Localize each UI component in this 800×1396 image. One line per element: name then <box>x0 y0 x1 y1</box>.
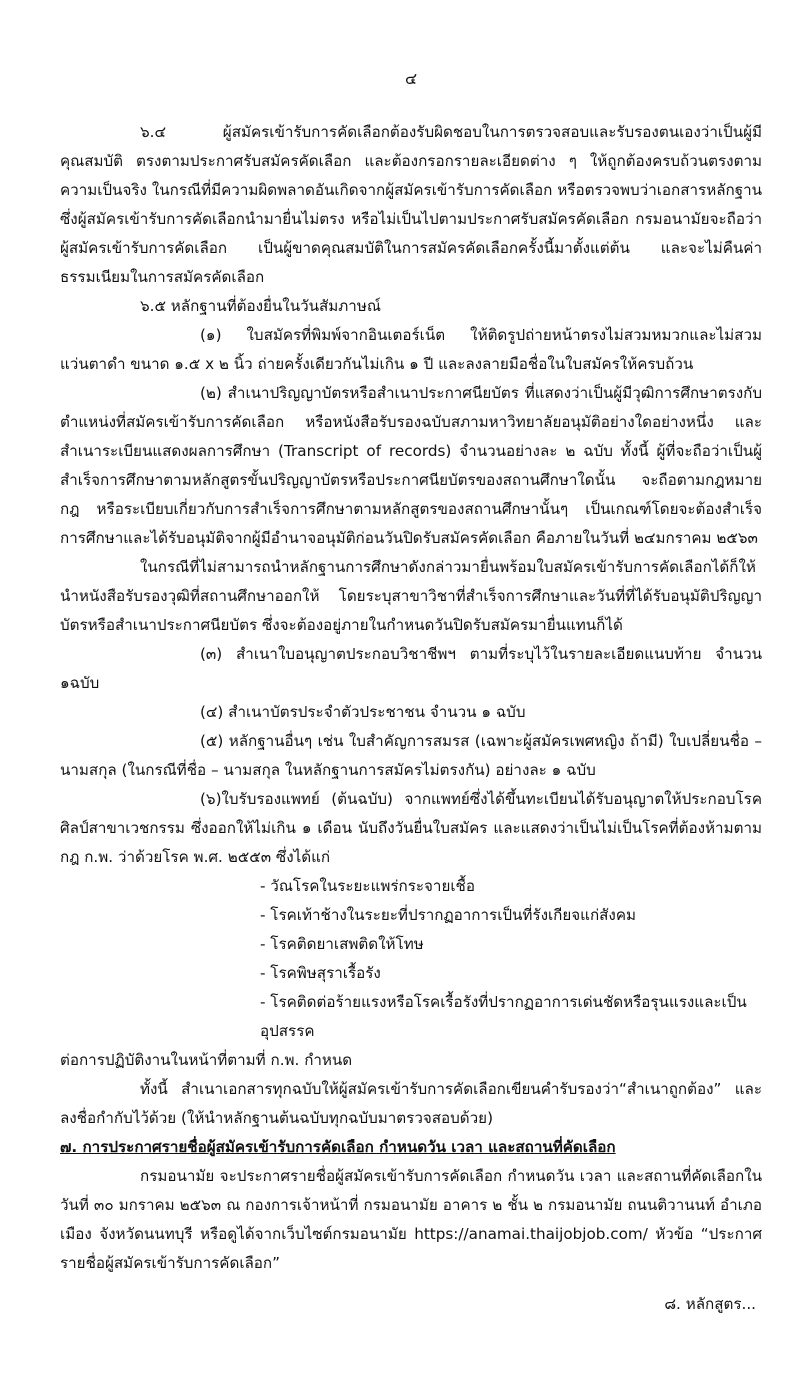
item-1-application-form: (๑) ใบสมัครที่พิมพ์จากอินเตอร์เน็ต ให้ติดรูปถ่ายหน้าตรงไม่สวมหมวกและไม่สวมแว่นตาดำ ขนาด ๑.๕ x ๒ นิ้ว ถ่ายครั้งเดียวกันไม่เกิน ๑ ปี และลงลายมือชื่อในใบสมัครให้ครบถ้วน <box>60 326 762 373</box>
paragraph-6-5-heading: ๖.๕ หลักฐานที่ต้องยื่นในวันสัมภาษณ์ <box>140 297 381 315</box>
page-number: ๔ <box>404 69 418 88</box>
item-2-alternative-note: ในกรณีที่ไม่สามารถนำหลักฐานการศึกษาดังกล่าวมายื่นพร้อมใบสมัครเข้ารับการคัดเลือกได้ก็ให้นำหนังสือรับรองวุฒิที่สถานศึกษาออกให้ โดยระบุสาขาวิชาที่สำเร็จการศึกษาและวันที่ที่ได้รับอนุมัติปริญญาบัตรหรือสำเนาประกาศนียบัตร ซึ่งจะต้องอยู่ภายในกำหนดวันปิดรับสมัครมายื่นแทนก็ได้ <box>60 558 762 634</box>
section-7-body: กรมอนามัย จะประกาศรายชื่อผู้สมัครเข้ารับการคัดเลือก กำหนดวัน เวลา และสถานที่คัดเลือกในวันที่ ๓๐ มกราคม ๒๕๖๓ ณ กองการเจ้าหน้าที่ กรมอนามัย อาคาร ๒ ชั้น ๒ กรมอนามัย ถนนติวานนท์ อำเภอเมือง จังหวัดนนทบุรี หรือดูได้จากเว็บไซต์กรมอนามัย https://anamai.thaijobjob.com/ หัวข้อ “ประกาศรายชื่อผู้สมัครเข้ารับการคัดเลือก” <box>60 1167 762 1272</box>
section-7-heading: ๗. การประกาศรายชื่อผู้สมัครเข้ารับการคัดเลือก กำหนดวัน เวลา และสถานที่คัดเลือก <box>60 1138 616 1156</box>
disease-item: - โรคติดยาเสพติดให้โทษ <box>260 935 424 953</box>
item-2-degree-copy: (๒) สำเนาปริญญาบัตรหรือสำเนาประกาศนียบัตร ที่แสดงว่าเป็นผู้มีวุฒิการศึกษาตรงกับตำแหน่งที่สมัครเข้ารับการคัดเลือก หรือหนังสือรับรองฉบับสภามหาวิทยาลัยอนุมัติอย่างใดอย่างหนึ่ง และสำเนาระเบียนแสดงผลการศึกษา (Transcript of records) จำนวนอย่างละ ๒ ฉบับ ทั้งนี้ ผู้ที่จะถือว่าเป็นผู้สำเร็จการศึกษาตามหลักสูตรขั้นปริญญาบัตรหรือประกาศนียบัตรของสถานศึกษาใดนั้น จะถือตามกฎหมาย กฎ หรือระเบียบเกี่ยวกับการสำเร็จการศึกษาตามหลักสูตรของสถานศึกษานั้นๆ เป็นเกณฑ์โดยจะต้องสำเร็จการศึกษาและได้รับอนุมัติจากผู้มีอำนาจอนุมัติก่อนวันปิดรับสมัครคัดเลือก คือภายในวันที่ ๒๔มกราคม ๒๕๖๓ <box>60 384 762 547</box>
disease-list-tail: ต่อการปฏิบัติงานในหน้าที่ตามที่ ก.พ. กำหนด <box>60 1051 353 1069</box>
item-3-license-copy: (๓) สำเนาใบอนุญาตประกอบวิชาชีพฯ ตามที่ระบุไว้ในรายละเอียดแนบท้าย จำนวน ๑ฉบับ <box>60 645 762 692</box>
disease-item: - โรคเท้าช้างในระยะที่ปรากฏอาการเป็นที่รังเกียจแก่สังคม <box>260 906 637 924</box>
item-6-medical-certificate: (๖)ใบรับรองแพทย์ (ต้นฉบับ) จากแพทย์ซึ่งได้ขึ้นทะเบียนได้รับอนุญาตให้ประกอบโรคศิลป์สาขาเวชกรรม ซึ่งออกให้ไม่เกิน ๑ เดือน นับถึงวันยื่นใบสมัคร และแสดงว่าเป็นไม่เป็นโรคที่ต้องห้ามตามกฎ ก.พ. ว่าด้วยโรค พ.ศ. ๒๕๕๓ ซึ่งได้แก่ <box>60 790 762 866</box>
item-4-id-card-copy: (๔) สำเนาบัตรประจำตัวประชาชน จำนวน ๑ ฉบับ <box>200 703 526 721</box>
item-5-other-documents: (๕) หลักฐานอื่นๆ เช่น ใบสำคัญการสมรส (เฉพาะผู้สมัครเพศหญิง ถ้ามี) ใบเปลี่ยนชื่อ – นามสกุล (ในกรณีที่ชื่อ – นามสกุล ในหลักฐานการสมัครไม่ตรงกัน) อย่างละ ๑ ฉบับ <box>60 732 762 779</box>
disease-item: - โรคพิษสุราเรื้อรัง <box>260 964 381 982</box>
disease-item: - วัณโรคในระยะแพร่กระจายเชื้อ <box>260 877 475 895</box>
prohibited-disease-list <box>260 872 762 1046</box>
paragraph-6-4: ๖.๔ ผู้สมัครเข้ารับการคัดเลือกต้องรับผิดชอบในการตรวจสอบและรับรองตนเองว่าเป็นผู้มีคุณสมบัติ ตรงตามประกาศรับสมัครคัดเลือก และต้องกรอกรายละเอียดต่าง ๆ ให้ถูกต้องครบถ้วนตรงตามความเป็นจริง ในกรณีที่มีความผิดพลาดอันเกิดจากผู้สมัครเข้ารับการคัดเลือก หรือตรวจพบว่าเอกสารหลักฐาน ซึ่งผู้สมัครเข้ารับการคัดเลือกนำมายื่นไม่ตรง หรือไม่เป็นไปตามประกาศรับสมัครคัดเลือก กรมอนามัยจะถือว่าผู้สมัครเข้ารับการคัดเลือก เป็นผู้ขาดคุณสมบัติในการสมัครคัดเลือกครั้งนี้มาตั้งแต่ต้น และจะไม่คืนค่าธรรมเนียมในการสมัครคัดเลือก <box>60 123 762 286</box>
disease-item: - โรคติดต่อร้ายแรงหรือโรคเรื้อรังที่ปรากฏอาการเด่นชัดหรือรุนแรงและเป็นอุปสรรค <box>260 993 747 1040</box>
next-page-marker: ๘. หลักสูตร... <box>664 1295 756 1313</box>
certify-copy-note: ทั้งนี้ สำเนาเอกสารทุกฉบับให้ผู้สมัครเข้ารับการคัดเลือกเขียนคำรับรองว่า“สำเนาถูกต้อง” และลงชื่อกำกับไว้ด้วย (ให้นำหลักฐานต้นฉบับทุกฉบับมาตรวจสอบด้วย) <box>60 1080 762 1127</box>
